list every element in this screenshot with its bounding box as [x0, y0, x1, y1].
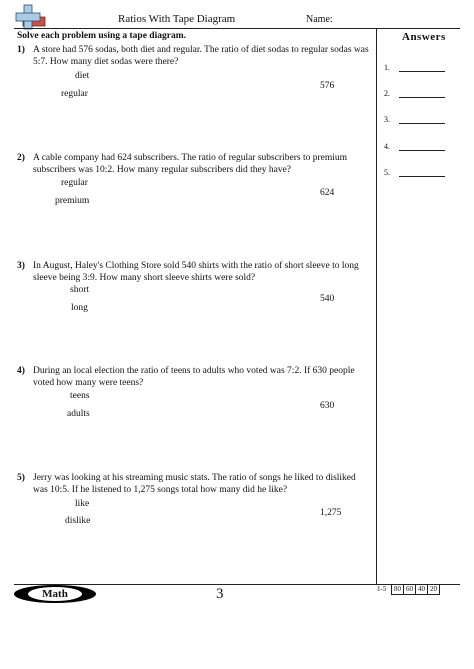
tape-label-b: regular — [61, 89, 88, 99]
problem-number: 4) — [17, 366, 25, 376]
tape-label-a: like — [75, 499, 90, 509]
score-range: 1-5 — [377, 585, 387, 593]
problem-text: During an local election the ratio of teens to adults who voted was 7:2. If 630 people voted how many were teens? — [33, 366, 355, 388]
score-table — [392, 584, 440, 595]
problem-text: In August, Haley's Clothing Store sold 540 shirts with the ratio of short sleeve to long sleeve being 3:9. How many short sleeve shirts were sold? — [33, 261, 359, 283]
problem-number: 3) — [17, 261, 25, 271]
problem-number: 1) — [17, 45, 25, 55]
subject-badge — [14, 585, 96, 603]
problem-text: Jerry was looking at his streaming music stats. The ratio of songs he liked to disliked was 10:5. If he listened to 1,275 songs total how many did he like? — [33, 473, 356, 495]
worksheet-title: Ratios With Tape Diagram — [118, 13, 236, 25]
answer-blank-1[interactable] — [399, 71, 445, 72]
tape-label-b: long — [71, 303, 88, 313]
problem-text: A cable company had 624 subscribers. The ratio of regular subscribers to premium subscribers was 10:2. How many regular subscribers did they have? — [33, 153, 348, 175]
tape-label-a: short — [70, 285, 89, 295]
tape-total: 1,275 — [320, 508, 342, 518]
answer-column-divider — [376, 28, 377, 584]
answer-number: 1. — [384, 63, 390, 72]
answer-blank-2[interactable] — [399, 97, 445, 98]
answer-blank-3[interactable] — [399, 123, 445, 124]
answer-number: 2. — [384, 89, 390, 98]
answer-number: 5. — [384, 168, 390, 177]
tape-label-b: premium — [55, 196, 90, 206]
answer-number: 4. — [384, 142, 390, 151]
answer-blank-4[interactable] — [399, 150, 445, 151]
tape-label-a: teens — [70, 391, 90, 401]
subject-label: Math — [28, 587, 82, 601]
problem-number: 5) — [17, 473, 25, 483]
name-label: Name: — [306, 14, 333, 25]
answer-number: 3. — [384, 115, 390, 124]
tape-label-b: adults — [67, 409, 90, 419]
tape-label-a: regular — [61, 178, 88, 188]
header-divider — [14, 28, 460, 29]
answer-blank-5[interactable] — [399, 176, 445, 177]
problem-text: A store had 576 sodas, both diet and regular. The ratio of diet sodas to regular sodas was 5:7. How many diet sodas were there? — [33, 45, 369, 67]
score-cell: 40 — [415, 584, 428, 595]
score-cell: 60 — [403, 584, 416, 595]
tape-total: 576 — [320, 81, 335, 91]
page-number: 3 — [216, 586, 224, 602]
tape-total: 540 — [320, 294, 335, 304]
tape-total: 624 — [320, 188, 335, 198]
score-cell: 20 — [427, 584, 440, 595]
score-cell: 80 — [391, 584, 404, 595]
instructions: Solve each problem using a tape diagram. — [17, 31, 186, 41]
answers-heading: Answers — [402, 31, 446, 43]
problem-number: 2) — [17, 153, 25, 163]
tape-total: 630 — [320, 401, 335, 411]
tape-label-b: dislike — [65, 516, 91, 526]
tape-label-a: diet — [75, 71, 90, 81]
